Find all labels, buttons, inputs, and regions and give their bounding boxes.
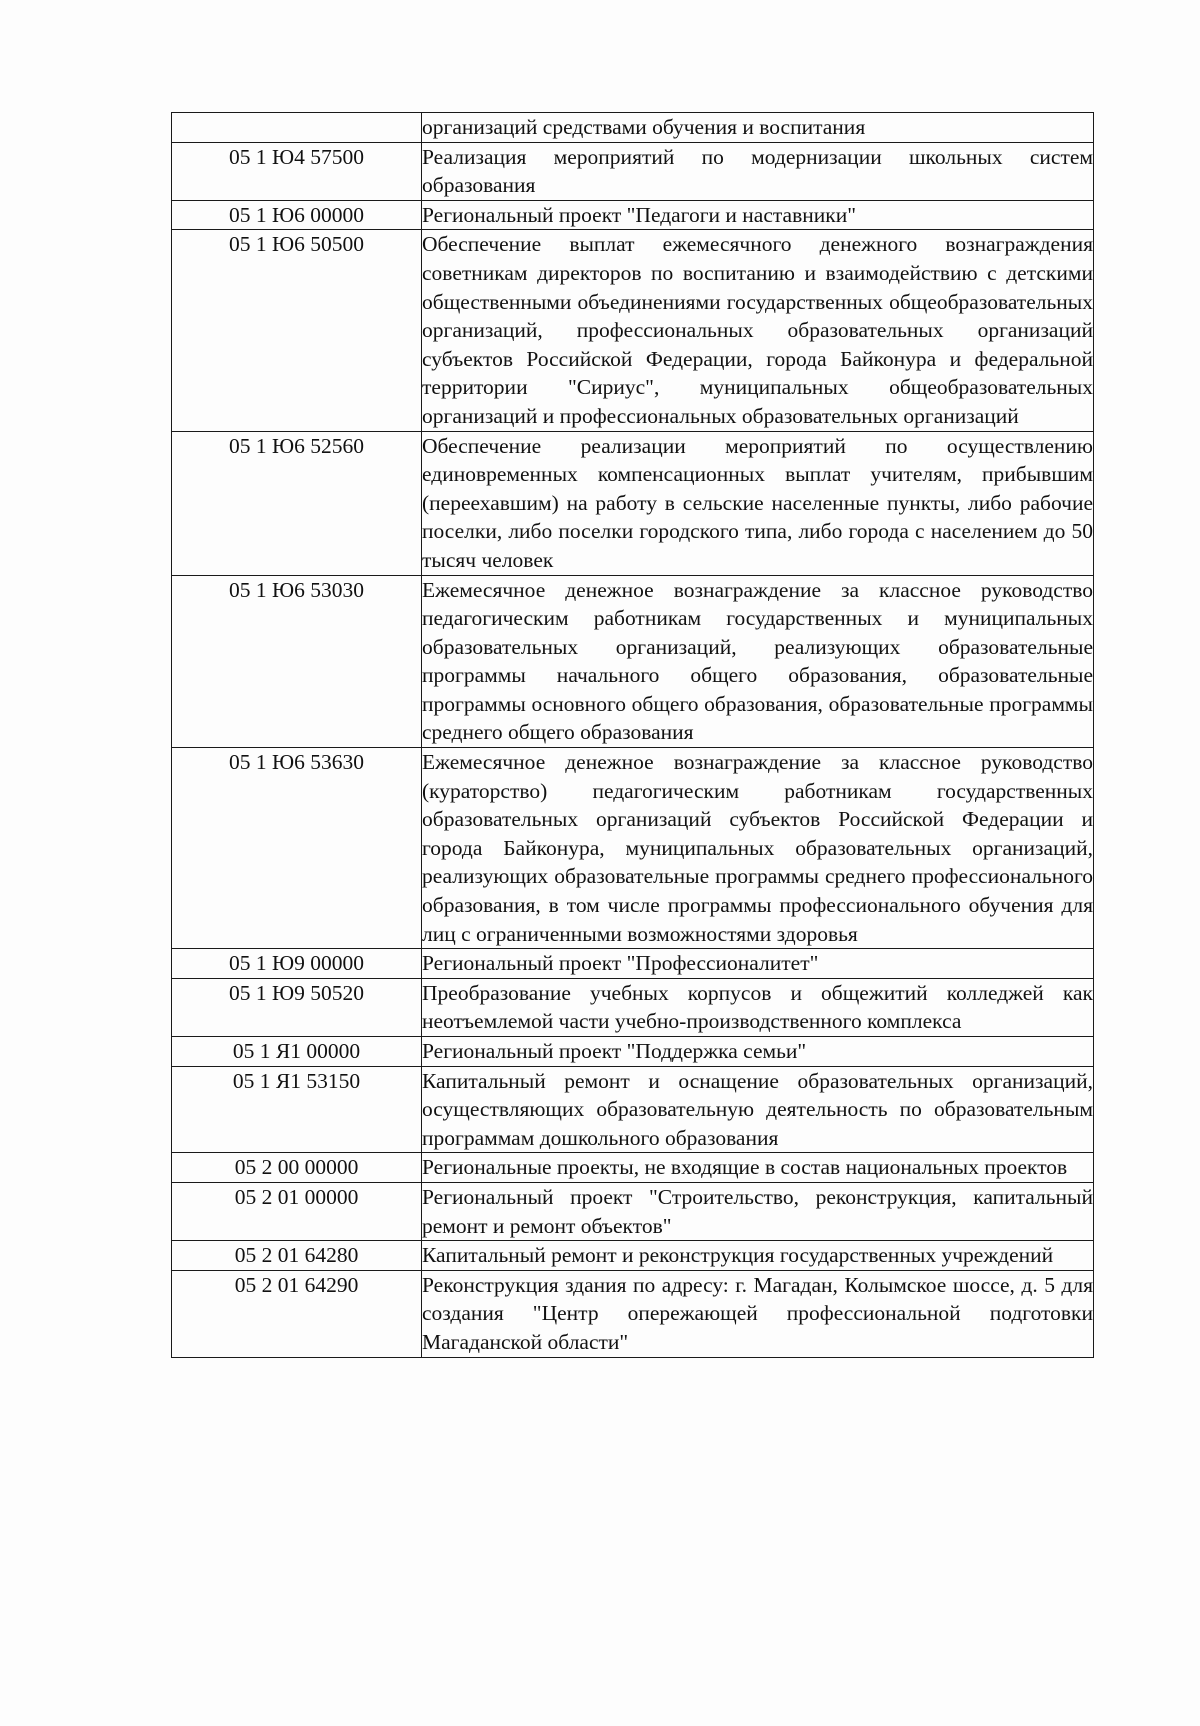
- row-description: Обеспечение выплат ежемесячного денежного вознаграждения советникам директоров по воспитанию и взаимодействию с детскими общественными объединениями государственных общеобразовательных организаций, профессиональных образовательных организаций субъектов Российской Федерации, города Байконура и федеральной территории "Сириус", муниципальных общеобразовательных организаций и профессиональных образовательных организаций: [422, 230, 1094, 431]
- row-code: 05 1 Ю4 57500: [172, 142, 422, 200]
- row-description: Ежемесячное денежное вознаграждение за классное руководство педагогическим работникам государственных и муниципальных образовательных организаций, реализующих образовательные программы начального общего образования, образовательные программы основного общего образования, образовательные программы среднего общего образования: [422, 575, 1094, 748]
- row-description: Обеспечение реализации мероприятий по осуществлению единовременных компенсационных выплат учителям, прибывшим (переехавшим) на работу в сельские населенные пункты, либо рабочие поселки, либо поселки городского типа, либо города с населением до 50 тысяч человек: [422, 431, 1094, 575]
- table-row: [172, 949, 1094, 979]
- budget-classification-table: [171, 112, 1094, 1358]
- row-description: Капитальный ремонт и оснащение образовательных организаций, осуществляющих образовательную деятельность по образовательным программам дошкольного образования: [422, 1066, 1094, 1153]
- row-description: Капитальный ремонт и реконструкция государственных учреждений: [422, 1241, 1094, 1271]
- row-code: 05 1 Ю9 50520: [172, 978, 422, 1036]
- row-description: Региональный проект "Педагоги и наставники": [422, 200, 1094, 230]
- table-row: [172, 1037, 1094, 1067]
- table-row: [172, 1270, 1094, 1357]
- row-code: 05 1 Ю6 53030: [172, 575, 422, 748]
- row-code: 05 2 01 64290: [172, 1270, 422, 1357]
- row-description: организаций средствами обучения и воспитания: [422, 113, 1094, 143]
- row-description: Ежемесячное денежное вознаграждение за классное руководство (кураторство) педагогическим работникам государственных образовательных организаций субъектов Российской Федерации и города Байконура, муниципальных образовательных организаций, реализующих образовательные программы среднего профессионального образования, в том числе программы профессионального обучения для лиц с ограниченными возможностями здоровья: [422, 748, 1094, 949]
- row-description: Реализация мероприятий по модернизации школьных систем образования: [422, 142, 1094, 200]
- row-description: Региональный проект "Профессионалитет": [422, 949, 1094, 979]
- table-row: [172, 1182, 1094, 1240]
- table-row: [172, 978, 1094, 1036]
- row-code: 05 2 01 64280: [172, 1241, 422, 1271]
- table-row: [172, 113, 1094, 143]
- row-description: Региональные проекты, не входящие в состав национальных проектов: [422, 1153, 1094, 1183]
- row-description: Региональный проект "Поддержка семьи": [422, 1037, 1094, 1067]
- row-code: 05 1 Ю6 00000: [172, 200, 422, 230]
- table-row: [172, 230, 1094, 431]
- table-row: [172, 1241, 1094, 1271]
- table-row: [172, 200, 1094, 230]
- row-description: Преобразование учебных корпусов и общежитий колледжей как неотъемлемой части учебно-производственного комплекса: [422, 978, 1094, 1036]
- table-row: [172, 431, 1094, 575]
- row-code: 05 1 Ю6 52560: [172, 431, 422, 575]
- table-row: [172, 1153, 1094, 1183]
- row-code: 05 2 00 00000: [172, 1153, 422, 1183]
- row-code: [172, 113, 422, 143]
- table-row: [172, 1066, 1094, 1153]
- row-code: 05 1 Ю6 53630: [172, 748, 422, 949]
- row-description: Реконструкция здания по адресу: г. Магадан, Колымское шоссе, д. 5 для создания "Центр опережающей профессиональной подготовки Магаданской области": [422, 1270, 1094, 1357]
- row-description: Региональный проект "Строительство, реконструкция, капитальный ремонт и ремонт объектов": [422, 1182, 1094, 1240]
- row-code: 05 2 01 00000: [172, 1182, 422, 1240]
- table-row: [172, 575, 1094, 748]
- row-code: 05 1 Ю6 50500: [172, 230, 422, 431]
- row-code: 05 1 Я1 00000: [172, 1037, 422, 1067]
- table-row: [172, 142, 1094, 200]
- row-code: 05 1 Я1 53150: [172, 1066, 422, 1153]
- row-code: 05 1 Ю9 00000: [172, 949, 422, 979]
- table-row: [172, 748, 1094, 949]
